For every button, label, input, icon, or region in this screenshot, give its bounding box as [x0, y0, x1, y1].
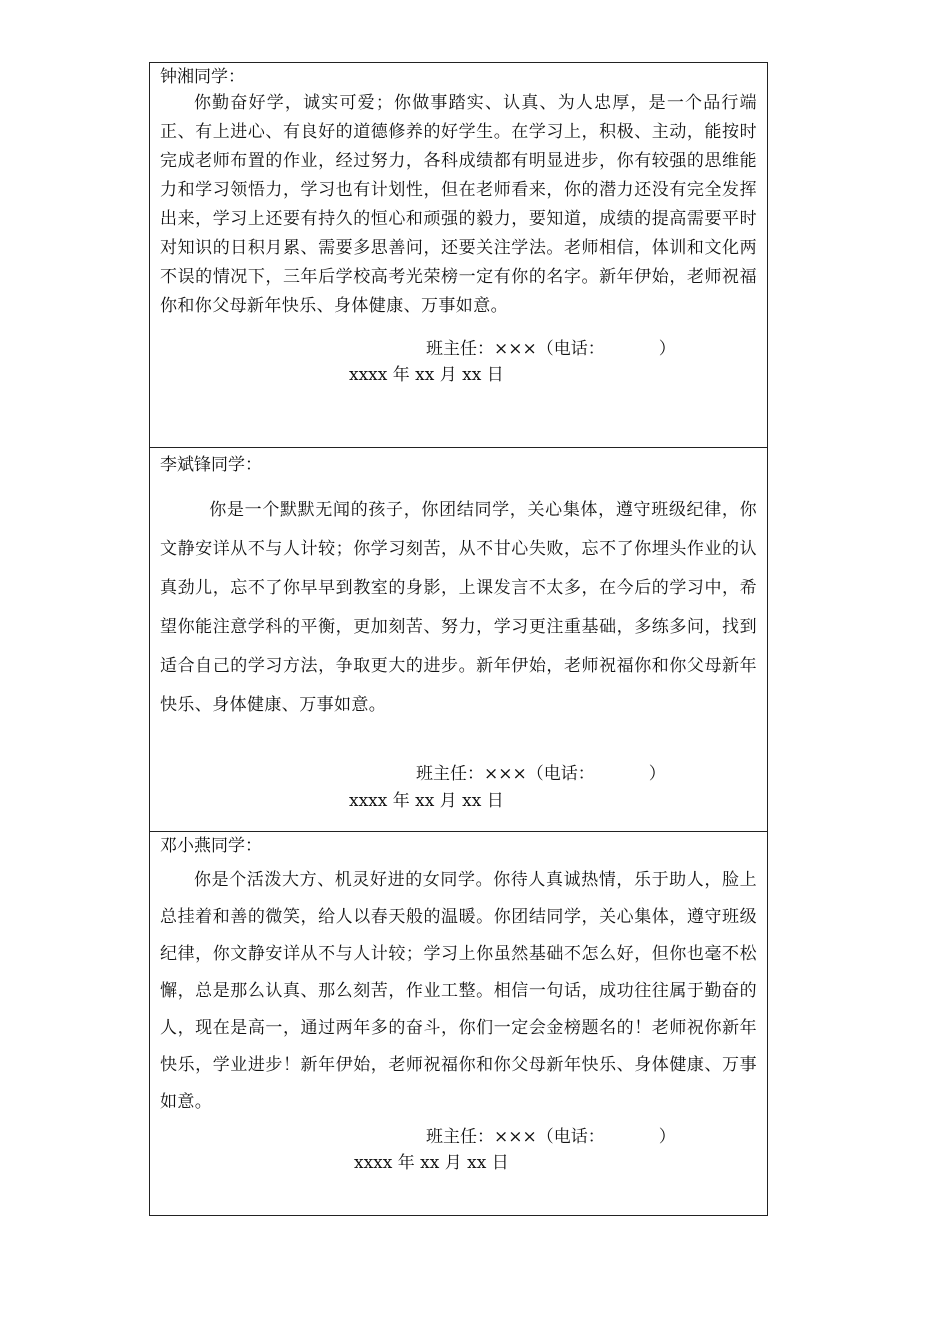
student-greeting: 钟湘同学：: [160, 67, 245, 87]
teacher-signature: 班主任：×××（电话： ）: [416, 764, 666, 784]
comment-date: xxxx 年 xx 月 xx 日: [349, 365, 504, 385]
comment-cell: [150, 447, 767, 831]
comment-date: xxxx 年 xx 月 xx 日: [354, 1153, 509, 1173]
comment-date: xxxx 年 xx 月 xx 日: [349, 791, 504, 811]
comment-cell: [150, 831, 767, 1215]
student-greeting: 李斌锋同学：: [160, 455, 262, 475]
comment-body: 你是个活泼大方、机灵好进的女同学。你待人真诚热情，乐于助人，脸上总挂着和善的微笑，给人以春天般的温暖。你团结同学，关心集体，遵守班级纪律，你文静安详从不与人计较；学习上你虽然基础不怎么好，但你也毫不松懈，总是那么认真、那么刻苦，作业工整。相信一句话，成功往往属于勤奋的人，现在是高一，通过两年多的奋斗，你们一定会金榜题名的！老师祝你新年快乐，学业进步！新年伊始，老师祝福你和你父母新年快乐、身体健康、万事如意。: [160, 870, 757, 1112]
comment-body: 你勤奋好学，诚实可爱；你做事踏实、认真、为人忠厚，是一个品行端正、有上进心、有良好的道德修养的好学生。在学习上，积极、主动，能按时完成老师布置的作业，经过努力，各科成绩都有明显进步，你有较强的思维能力和学习领悟力，学习也有计划性，但在老师看来，你的潜力还没有完全发挥出来，学习上还要有持久的恒心和顽强的毅力，要知道，成绩的提高需要平时对知识的日积月累、需要多思善问，还要关注学法。老师相信，体训和文化两不误的情况下，三年后学校高考光荣榜一定有你的名字。新年伊始，老师祝福你和你父母新年快乐、身体健康、万事如意。: [160, 93, 757, 316]
teacher-signature: 班主任：×××（电话： ）: [426, 1127, 676, 1147]
comment-body: 你是一个默默无闻的孩子，你团结同学，关心集体，遵守班级纪律，你文静安详从不与人计较；你学习刻苦，从不甘心失败，忘不了你埋头作业的认真劲儿，忘不了你早早到教室的身影，上课发言不太多，在今后的学习中，希望你能注意学科的平衡，更加刻苦、努力，学习更注重基础，多练多问，找到适合自己的学习方法，争取更大的进步。新年伊始，老师祝福你和你父母新年快乐、身体健康、万事如意。: [160, 500, 757, 715]
teacher-signature: 班主任：×××（电话： ）: [426, 339, 676, 359]
student-greeting: 邓小燕同学：: [160, 836, 262, 856]
comment-cell: [150, 63, 767, 447]
comments-table: [149, 62, 768, 1216]
